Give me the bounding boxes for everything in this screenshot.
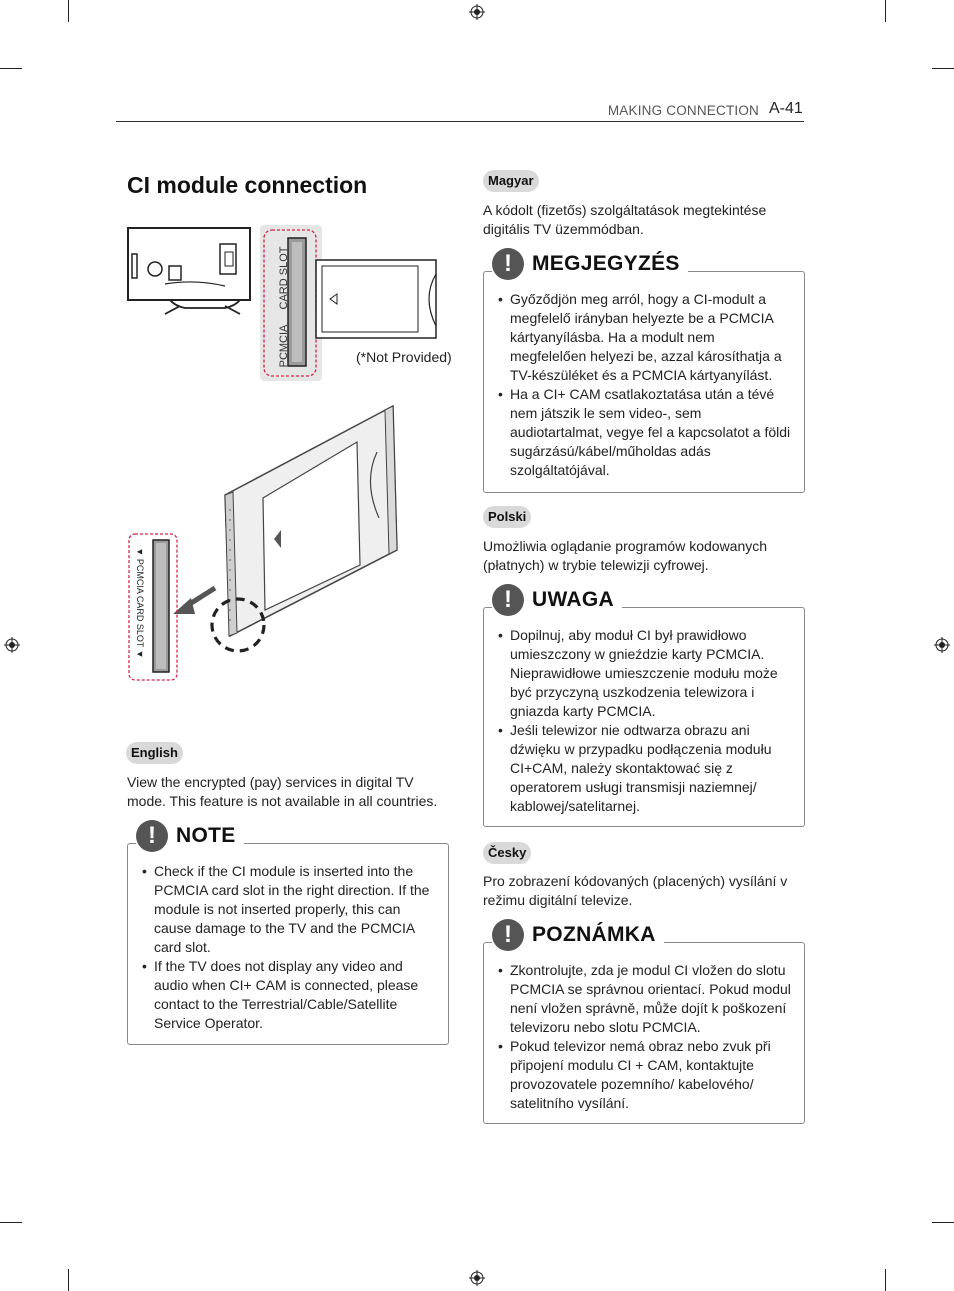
registration-mark-icon bbox=[469, 4, 485, 20]
note-list bbox=[498, 961, 794, 1113]
registration-mark-icon bbox=[4, 637, 20, 653]
note-item: • Dopilnuj, aby moduł CI był prawidłowo umieszczony w gnieździe karty PCMCIA. Nieprawidłowe umieszczenie modułu może być przyczyną uszkodzenia telewizora i gniazda karty PCMCIA. bbox=[498, 626, 794, 721]
crop-mark bbox=[0, 1222, 22, 1223]
cesky-note-box bbox=[483, 921, 805, 1124]
not-provided-caption: (*Not Provided) bbox=[356, 349, 452, 365]
exclamation-icon: ! bbox=[492, 584, 524, 616]
note-item: • If the TV does not display any video and audio when CI+ CAM is connected, please contact to the Terrestrial/Cable/Satellite Service Operator. bbox=[142, 957, 438, 1033]
note-label: NOTE bbox=[176, 824, 236, 847]
note-list bbox=[498, 626, 794, 816]
crop-mark bbox=[68, 0, 69, 22]
note-item: • Pokud televizor nemá obraz nebo zvuk při připojení modulu CI + CAM, kontaktujte provozovatele pozemního/ kabelového/ satelitního vysílání. bbox=[498, 1037, 794, 1113]
note-header bbox=[136, 820, 244, 852]
english-note-box bbox=[127, 822, 449, 1045]
note-item: • Győződjön meg arról, hogy a CI-modult a megfelelő irányban helyezte be a PCMCIA kártyanyílásba. Ha a modult nem megfelelően helyezi be, azzal károsíthatja a TV-készüléket és a PCMCIA kártyanyílást. bbox=[498, 290, 794, 385]
exclamation-icon: ! bbox=[492, 248, 524, 280]
note-header bbox=[492, 248, 688, 280]
note-label: POZNÁMKA bbox=[532, 923, 656, 946]
crop-mark bbox=[0, 68, 22, 69]
cesky-description: Pro zobrazení kódovaných (placených) vysílání v režimu digitální televize. bbox=[483, 873, 788, 908]
crop-mark bbox=[68, 1269, 69, 1291]
polski-description: Umożliwia oglądanie programów kodowanych (płatnych) w trybie telewizji cyfrowej. bbox=[483, 538, 768, 573]
crop-mark bbox=[885, 0, 886, 22]
crop-mark bbox=[932, 1222, 954, 1223]
note-header bbox=[492, 584, 622, 616]
lang-badge-polski: Polski bbox=[483, 506, 531, 528]
polski-note-box bbox=[483, 586, 805, 827]
registration-mark-icon bbox=[469, 1270, 485, 1286]
cam-insertion-illustration bbox=[125, 400, 405, 690]
note-list bbox=[142, 862, 438, 1033]
lang-badge-magyar: Magyar bbox=[483, 170, 539, 192]
note-item: • Ha a CI+ CAM csatlakoztatása után a tévé nem játszik le sem video-, sem audiotartalmat, vegye fel a kapcsolatot a földi sugárzású/kábel/műholdas adás szolgáltatójával. bbox=[498, 385, 794, 480]
page-title: CI module connection bbox=[127, 172, 368, 198]
note-item: • Check if the CI module is inserted into the PCMCIA card slot in the right direction. If the module is not inserted properly, this can cause damage to the TV and the PCMCIA card slot. bbox=[142, 862, 438, 957]
magyar-description: A kódolt (fizetős) szolgáltatások megtekintése digitális TV üzemmódban. bbox=[483, 202, 767, 237]
crop-mark bbox=[932, 68, 954, 69]
header-divider bbox=[116, 121, 804, 122]
registration-mark-icon bbox=[934, 637, 950, 653]
card-slot-label-top: CARD SLOT bbox=[278, 246, 290, 310]
exclamation-icon: ! bbox=[492, 919, 524, 951]
magyar-note-box bbox=[483, 250, 805, 493]
note-item: • Zkontrolujte, zda je modul CI vložen do slotu PCMCIA se správnou orientací. Pokud modul není vložen správně, může dojít k poškození televizoru nebo slotu PCMCIA. bbox=[498, 961, 794, 1037]
english-description: View the encrypted (pay) services in digital TV mode. This feature is not available in all countries. bbox=[127, 774, 438, 809]
lang-badge-english: English bbox=[126, 742, 183, 764]
exclamation-icon: ! bbox=[136, 820, 168, 852]
card-slot-label-small: ▼ PCMCIA CARD SLOT ▼ bbox=[135, 547, 145, 659]
page-number: A-41 bbox=[769, 100, 803, 117]
header-section-title: MAKING CONNECTION bbox=[607, 103, 759, 118]
note-header bbox=[492, 919, 664, 951]
note-list bbox=[498, 290, 794, 480]
crop-mark bbox=[885, 1269, 886, 1291]
lang-badge-cesky: Česky bbox=[483, 842, 531, 864]
note-item: • Jeśli telewizor nie odtwarza obrazu ani dźwięku w przypadku podłączenia modułu CI+CAM, należy skontaktować się z operatorem usługi transmisji naziemnej/ kablowej/satelitarnej. bbox=[498, 721, 794, 816]
note-label: UWAGA bbox=[532, 588, 614, 611]
card-slot-label-bottom: PCMCIA bbox=[278, 324, 290, 368]
note-label: MEGJEGYZÉS bbox=[532, 252, 680, 275]
